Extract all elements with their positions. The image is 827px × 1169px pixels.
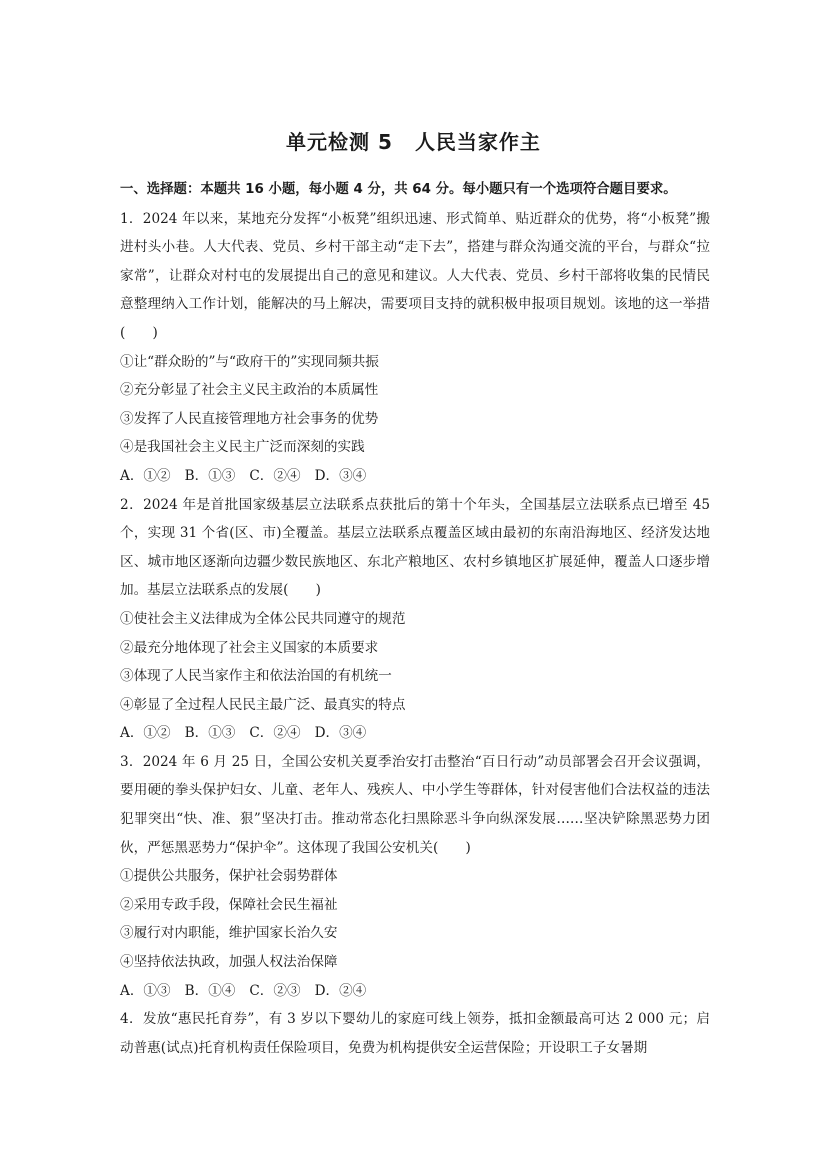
answer-c: C．②④ xyxy=(249,725,301,742)
option-3: ③体现了人民当家作主和依法治国的有机统一 xyxy=(120,668,392,685)
answer-d: D．③④ xyxy=(314,725,367,742)
answer-d: D．②④ xyxy=(314,982,367,999)
title-sub: 人民当家作主 xyxy=(414,130,541,154)
answer-b: B．①③ xyxy=(184,467,236,484)
answer-a: A．①③ xyxy=(120,982,171,999)
option-4: ④彰显了全过程人民民主最广泛、最真实的特点 xyxy=(120,696,406,713)
option-2: ②采用专政手段，保障社会民生福祉 xyxy=(120,896,338,913)
option-1: ①提供公共服务，保护社会弱势群体 xyxy=(120,868,338,885)
question-4 xyxy=(120,1005,710,1062)
answer-choices xyxy=(120,977,710,1006)
option-2: ②充分彰显了社会主义民主政治的本质属性 xyxy=(120,382,379,399)
answer-a: A．①② xyxy=(120,725,171,742)
question-1 xyxy=(120,205,710,491)
question-3 xyxy=(120,748,710,1005)
question-stem: 3．2024 年 6 月 25 日，全国公安机关夏季治安打击整治“百日行动”动员部署会召开会议强调，要用硬的拳头保护妇女、儿童、老年人、残疾人、中小学生等群体，针对侵害他们合法权益的违法犯罪突出“快、准、狠”坚决打击。推动常态化扫黑除恶斗争向纵深发展……坚决铲除黑恶势力团伙，严惩黑恶势力“保护伞”。这体现了我国公安机关( ) xyxy=(120,753,710,856)
option-3: ③履行对内职能，维护国家长治久安 xyxy=(120,925,338,942)
content xyxy=(120,176,710,1062)
answer-b: B．①④ xyxy=(184,982,236,999)
answer-choices xyxy=(120,719,710,748)
question-stem: 4．发放“惠民托育券”，有 3 岁以下婴幼儿的家庭可线上领券，抵扣金额最高可达 2 000 元；启动普惠(试点)托育机构责任保险项目，免费为机构提供安全运营保险；开设职工子女暑期 xyxy=(120,1011,710,1056)
title-main: 单元检测 5 xyxy=(286,130,393,154)
option-2: ②最充分地体现了社会主义国家的本质要求 xyxy=(120,639,379,656)
answer-b: B．①③ xyxy=(184,725,236,742)
question-stem: 1．2024 年以来，某地充分发挥“小板凳”组织迅速、形式简单、贴近群众的优势，将“小板凳”搬进村头小巷。人大代表、党员、乡村干部主动“走下去”，搭建与群众沟通交流的平台，与群众“拉家常”，让群众对村屯的发展提出自己的意见和建议。人大代表、党员、乡村干部将收集的民情民意整理纳入工作计划，能解决的马上解决，需要项目支持的就积极申报项目规划。该地的这一举措( ) xyxy=(120,210,710,341)
page-title xyxy=(0,126,827,155)
answer-c: C．②④ xyxy=(249,467,301,484)
answer-d: D．③④ xyxy=(314,467,367,484)
option-1: ①使社会主义法律成为全体公民共同遵守的规范 xyxy=(120,610,406,627)
question-stem: 2．2024 年是首批国家级基层立法联系点获批后的第十个年头，全国基层立法联系点已增至 45 个，实现 31 个省(区、市)全覆盖。基层立法联系点覆盖区域由最初的东南沿海地区、经济发达地区、城市地区逐渐向边疆少数民族地区、东北产粮地区、农村乡镇地区扩展延伸，覆盖人口逐步增加。基层立法联系点的发展( ) xyxy=(120,496,710,599)
option-1: ①让“群众盼的”与“政府干的”实现同频共振 xyxy=(120,353,379,370)
option-3: ③发挥了人民直接管理地方社会事务的优势 xyxy=(120,410,379,427)
answer-c: C．②③ xyxy=(249,982,301,999)
answer-choices xyxy=(120,462,710,491)
question-2 xyxy=(120,491,710,748)
option-4: ④是我国社会主义民主广泛而深刻的实践 xyxy=(120,439,365,456)
option-4: ④坚持依法执政，加强人权法治保障 xyxy=(120,954,338,971)
section-heading: 一、选择题：本题共 16 小题，每小题 4 分，共 64 分。每小题只有一个选项符合题目要求。 xyxy=(120,182,677,197)
answer-a: A．①② xyxy=(120,467,171,484)
